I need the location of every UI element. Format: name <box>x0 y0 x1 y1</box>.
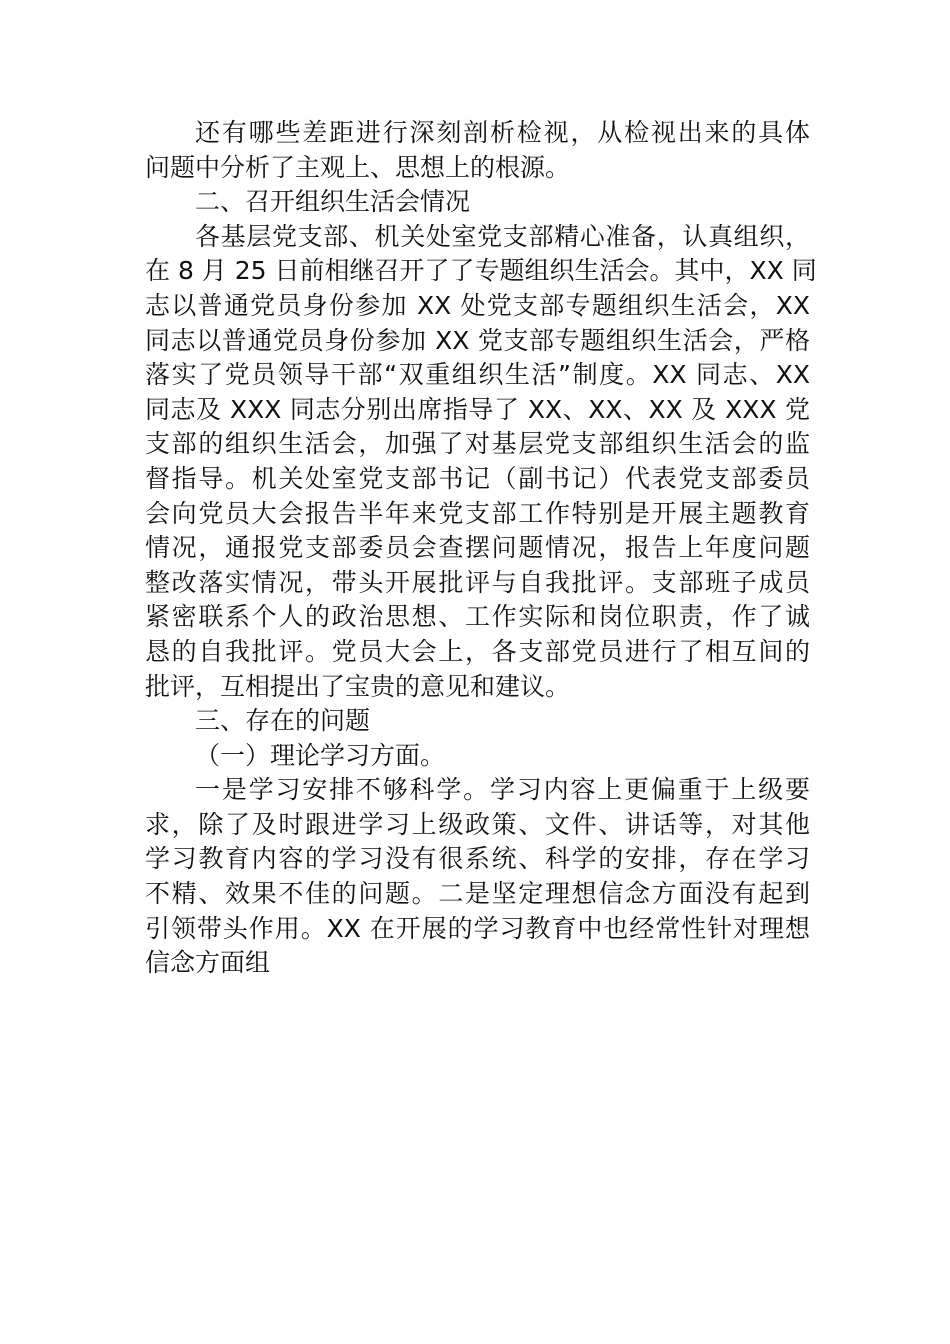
text-line: 求，除了及时跟进学习上级政策、文件、讲话等，对其他 <box>145 809 810 839</box>
text-line: 落实了党员领导干部“双重组织生活”制度。XX 同志、XX <box>145 360 810 390</box>
text-line: 问题中分析了主观上、思想上的根源。 <box>145 152 571 182</box>
text-line: 在 8 月 25 日前相继召开了了专题组织生活会。其中，XX 同 <box>145 256 817 286</box>
text-line: 学习教育内容的学习没有很系统、科学的安排，存在学习 <box>145 844 810 874</box>
section-heading: 二、召开组织生活会情况 <box>195 187 471 217</box>
text-line: 支部的组织生活会，加强了对基层党支部组织生活会的监 <box>145 429 810 459</box>
text-line: 不精、效果不佳的问题。二是坚定理想信念方面没有起到 <box>145 879 810 909</box>
text-line: 引领带头作用。XX 在开展的学习教育中也经常性针对理想 <box>145 913 810 943</box>
text-line: 一是学习安排不够科学。学习内容上更偏重于上级要 <box>195 775 810 805</box>
text-line: 紧密联系个人的政治思想、工作实际和岗位职责，作了诚 <box>145 602 810 632</box>
text-line: 整改落实情况，带头开展批评与自我批评。支部班子成员 <box>145 567 810 597</box>
section-heading: 三、存在的问题 <box>195 706 371 736</box>
text-line: 同志以普通党员身份参加 XX 党支部专题组织生活会，严格 <box>145 325 810 355</box>
text-line: 情况，通报党支部委员会查摆问题情况，报告上年度问题 <box>145 533 810 563</box>
text-line: 志以普通党员身份参加 XX 处党支部专题组织生活会，XX <box>145 290 810 320</box>
text-line: 信念方面组 <box>145 948 271 978</box>
text-line: 同志及 XXX 同志分别出席指导了 XX、XX、XX 及 XXX 党 <box>145 394 810 424</box>
text-line: 各基层党支部、机关处室党支部精心准备，认真组织， <box>195 221 810 251</box>
text-line: 批评，互相提出了宝贵的意见和建议。 <box>145 671 571 701</box>
subsection-heading: （一）理论学习方面。 <box>195 740 446 770</box>
text-line: 恳的自我批评。党员大会上，各支部党员进行了相互间的 <box>145 636 810 666</box>
document-body <box>145 116 817 981</box>
text-line: 督指导。机关处室党支部书记（副书记）代表党支部委员 <box>145 463 810 493</box>
text-line: 会向党员大会报告半年来党支部工作特别是开展主题教育 <box>145 498 810 528</box>
text-line: 还有哪些差距进行深刻剖析检视，从检视出来的具体 <box>195 118 810 147</box>
